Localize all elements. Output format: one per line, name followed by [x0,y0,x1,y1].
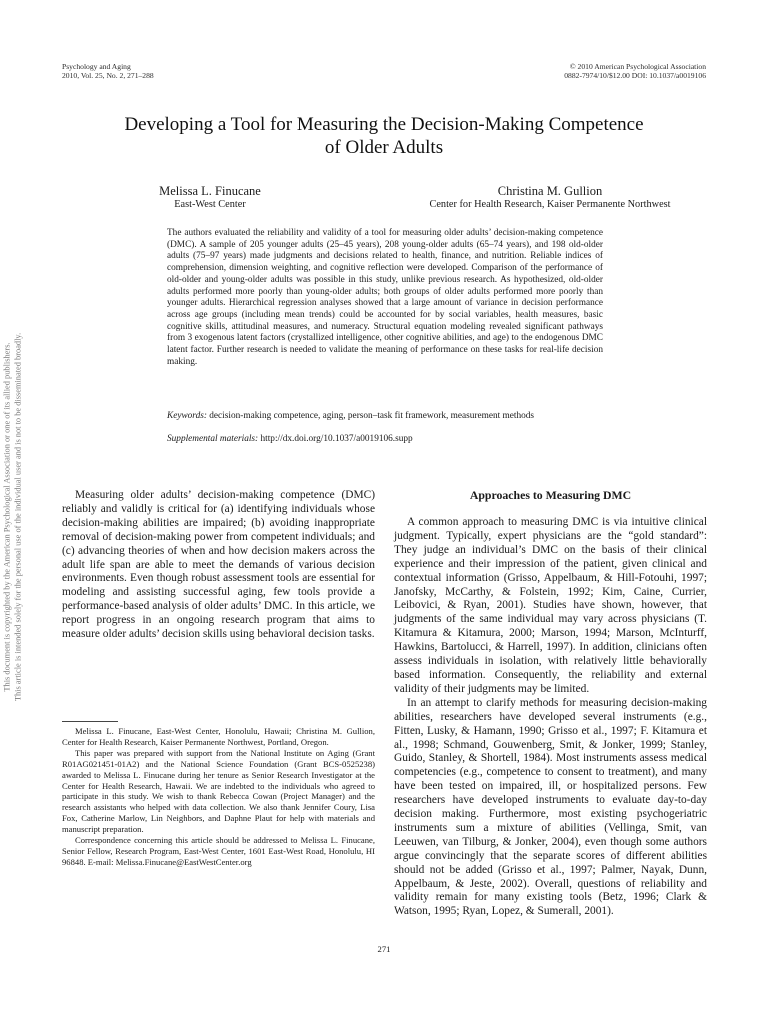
title-line-2: of Older Adults [324,137,444,158]
footnote-acknowledgments: This paper was prepared with support from the National Institute on Aging (Grant R01AG021451-01A2) and the National Science Foundation (Grant BCS-0525238) awarded to Melissa L. Finucane during her tenure as Senior Research Investigator at the Center for Health Research, Hawaii. We are indebted to the individuals who agreed to participate in this study. We wish to thank Rebecca Cowan (Project Manager) and the research assistants who helped with data collection. We also thank Jennifer Coury, Lisa Fox, Catherine Marlow, Lin Neighbors, and Daphne Plaut for help with materials and manuscript preparation. [62,747,375,835]
intro-column [62,489,375,642]
footnote-correspondence: Correspondence concerning this article should be addressed to Melissa L. Finucane, Senior Fellow, Research Program, East-West Center, 1601 East-West Road, Honolulu, HI 96848. E-mail: Melissa.Finucane@EastWestCenter.org [62,835,375,867]
abstract-text: The authors evaluated the reliability and validity of a tool for measuring older adults’ decision-making competence (DMC). A sample of 205 younger adults (25–45 years), 208 young-older adults (65–74 years), and 198 old-older adults (75–97 years) made judgments and decisions related to health, finance, and nutrition. Reliable indices of comprehension, dimension weighting, and cognitive reflection were developed. Comparison of the performance of old-older and young-older adults was possible in this study, unlike previous research. As hypothesized, old-older adults performed more poorly than young-older adults; both groups of older adults performed more poorly than younger adults. Hierarchical regression analyses showed that a large amount of variance in decision performance across age groups (including mean trends) could be accounted for by social variables, health measures, basic cognitive skills, attitudinal measures, and numeracy. Structural equation modeling revealed significant pathways from 3 exogenous latent factors (crystallized intelligence, other cognitive abilities, and age) to the endogenous DMC latent factor. Further research is needed to validate the meaning of performance on these tasks for real-life decision making. [167,228,603,367]
abstract [167,228,603,368]
keywords-text: decision-making competence, aging, person–task fit framework, measurement methods [209,411,535,421]
supplemental-label: Supplemental materials: [167,434,259,444]
author-block-2 [400,184,700,211]
footnotes [62,726,375,868]
author-name: Christina M. Gullion [497,184,603,198]
copyright-header [564,62,706,80]
section-paragraph-2: In an attempt to clarify methods for measuring decision-making abilities, researchers have developed several instruments (e.g., Fitten, Lusky, & Hamann, 1990; Grisso et al., 1997; F. Kitamura et al., 1998; Schmand, Gouwenberg, Smit, & Jonker, 1999; Stanley, Guido, Stanley, & Shortell, 1984). Most instruments assess medical competencies (e.g., competence to consent to treatment), and many have been tested on impaired, ill, or hospitalized persons. Few researchers have developed instruments to evaluate day-to-day decision making. Furthermore, most existing psychogeriatric instruments sum a mixture of abilities (Vellinga, Smit, van Leeuwen, van Tilburg, & Jonker, 2004), even though some authors argue convincingly that the separate scores of different abilities should not be added (Grisso et al., 1997; Palmer, Nayak, Dunn, Appelbaum, & Jeste, 2002). Overall, questions of reliability and validity remain for many existing tools (Betz, 1996; Clark & Watson, 1995; Ryan, Lopez, & Sumerall, 2001). [394,696,707,918]
section-column [394,516,707,919]
journal-header [62,62,154,80]
side-notice-line-1: This document is copyrighted by the American Psychological Association or one of its allied publishers. [2,342,12,692]
article-title [70,113,698,159]
author-affiliation: Center for Health Research, Kaiser Permanente Northwest [429,199,671,210]
section-paragraph-1: A common approach to measuring DMC is via intuitive clinical judgment. Typically, expert physicians are the “gold standard”: They judge an individual’s DMC on the basis of their clinical experience and their impression of the patient, given clinical and contextual information (Grisso, Appelbaum, & Hill-Fotouhi, 1997; Janofsky, McCarthy, & Folstein, 1992; Kim, Caine, Currier, Leibovici, & Ryan, 2001). Studies have shown, however, that judgments of the same individual may vary across physicians (T. Kitamura & Kitamura, 2000; Marson, 1994; Marson, McInturff, Hawkins, Bartolucci, & Harrell, 1997). In addition, clinicians often assess individuals in isolation, with relatively little behaviorally based information. Consequently, the reliability and external validity of their judgments may be limited. [394,516,707,695]
footnote-affiliations: Melissa L. Finucane, East-West Center, Honolulu, Hawaii; Christina M. Gullion, Center for Health Research, Kaiser Permanente Northwest, Portland, Oregon. [62,726,375,747]
side-copyright-notice [4,282,22,752]
footnote-divider [62,721,118,722]
doi-line: 0882-7974/10/$12.00 DOI: 10.1037/a0019106 [564,71,706,80]
intro-paragraph: Measuring older adults’ decision-making competence (DMC) reliably and validly is critical for (a) identifying individuals whose decision-making abilities are impaired; (b) avoiding inappropriate removal of decision-making power from competent individuals; and (c) advancing theories of when and how decision makers across the adult life span are able to meet the demands of various decision environments. Even though robust assessment tools are essential for modeling and assisting successful aging, few tools provide a performance-based analysis of older adults’ DMC. In this article, we report progress in an ongoing research program that aims to measure older adults’ decision skills using behavioral decision tasks. [62,489,375,641]
side-notice-line-2: This article is intended solely for the personal use of the individual user and is not to be disseminated broadly. [13,332,22,702]
supplemental-link[interactable]: http://dx.doi.org/10.1037/a0019106.supp [260,434,413,444]
copyright-line: © 2010 American Psychological Association [569,62,706,71]
author-affiliation: East-West Center [174,199,246,210]
title-line-1: Developing a Tool for Measuring the Decision-Making Competence [124,114,644,135]
keywords-label: Keywords: [167,411,207,421]
journal-name: Psychology and Aging [62,62,131,71]
journal-citation: 2010, Vol. 25, No. 2, 271–288 [62,71,154,80]
author-block-1 [120,184,300,211]
author-name: Melissa L. Finucane [159,184,261,198]
section-heading: Approaches to Measuring DMC [469,488,632,502]
keywords [167,411,603,423]
page-number: 271 [377,944,391,954]
supplemental-materials [167,434,603,446]
